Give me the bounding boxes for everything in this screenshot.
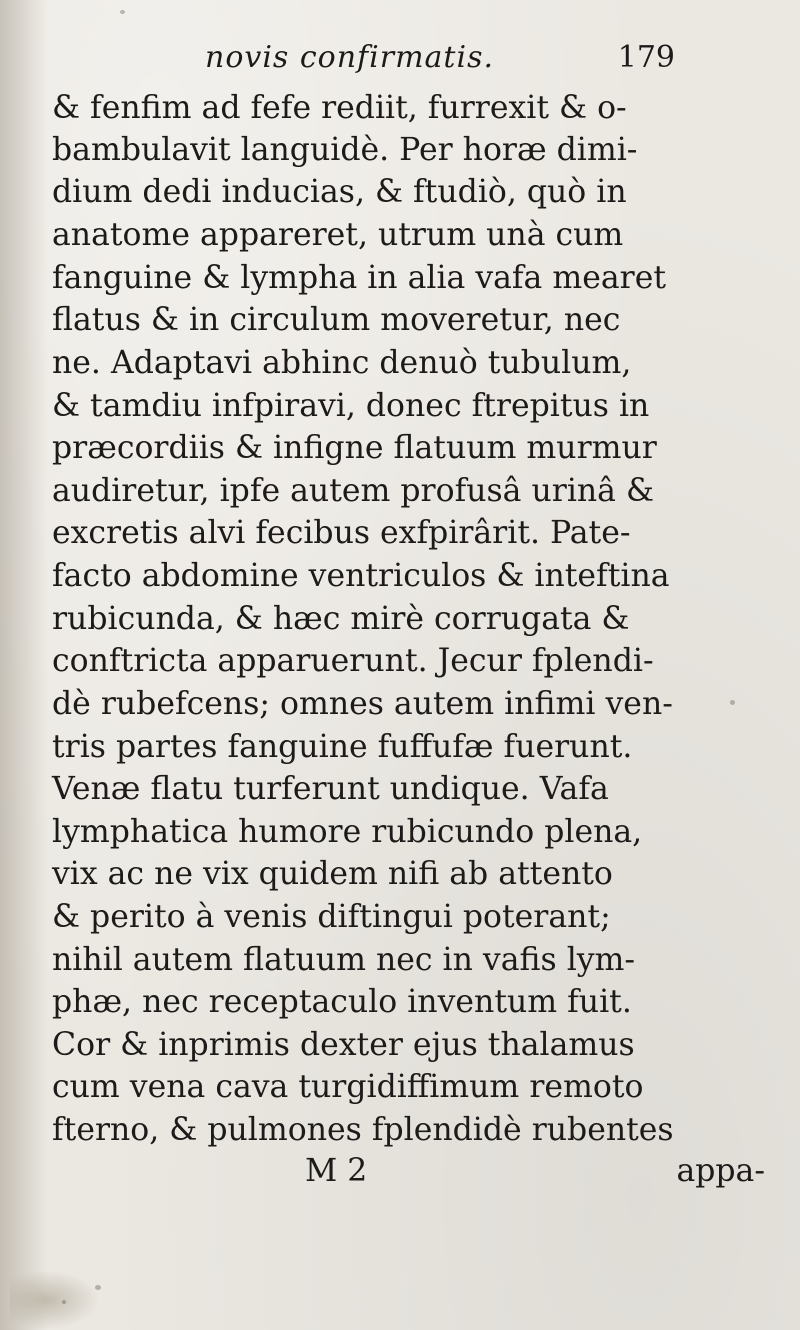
text-line: conftricta apparuerunt. Jecur fplendi-	[52, 643, 654, 679]
ink-speck	[120, 10, 125, 14]
signature-line	[305, 1153, 765, 1193]
text-line: rubicunda, & hæc mirè corrugata &	[52, 601, 630, 637]
text-line: Venæ flatu turferunt undique. Vafa	[52, 771, 609, 807]
text-line: Cor & inprimis dexter ejus thalamus	[52, 1027, 635, 1063]
catchword: appa-	[676, 1153, 765, 1189]
text-line: flatus & in circulum moveretur, nec	[52, 302, 621, 338]
text-line: præcordiis & infigne flatuum murmur	[52, 430, 657, 466]
text-line: dium dedi inducias, & ftudiò, quò in	[52, 174, 627, 210]
text-line: audiretur, ipfe autem profusâ urinâ &	[52, 473, 655, 509]
text-line: excretis alvi fecibus exfpirârit. Pate-	[52, 515, 631, 551]
text-line: & fenfim ad fefe rediit, furrexit & o-	[52, 90, 627, 126]
text-line: fterno, & pulmones fplendidè rubentes	[52, 1112, 674, 1148]
text-line: anatome appareret, utrum unà cum	[52, 217, 624, 253]
page-number: 179	[617, 40, 675, 75]
text-line: & tamdiu infpiravi, donec ftrepitus in	[52, 388, 650, 424]
ink-speck	[95, 1285, 101, 1290]
text-line: cum vena cava turgidiffimum remoto	[52, 1069, 644, 1105]
text-line: vix ac ne vix quidem nifi ab attento	[52, 856, 613, 892]
text-line: tris partes fanguine fuffufæ fuerunt.	[52, 729, 633, 765]
text-line: dè rubefcens; omnes autem infimi ven-	[52, 686, 673, 722]
text-line: fanguine & lympha in alia vafa mearet	[52, 260, 667, 296]
text-line: facto abdomine ventriculos & inteftina	[52, 558, 670, 594]
ink-speck	[62, 1300, 66, 1304]
text-line: & perito à venis diftingui poterant;	[52, 899, 611, 935]
running-title: novis confirmatis.	[205, 40, 494, 75]
text-line: phæ, nec receptaculo inventum fuit.	[52, 984, 632, 1020]
text-line: nihil autem flatuum nec in vafis lym-	[52, 942, 636, 978]
text-line: bambulavit languidè. Per horæ dimi-	[52, 132, 638, 168]
text-line: lymphatica humore rubicundo plena,	[52, 814, 643, 850]
text-line: ne. Adaptavi abhinc denuò tubulum,	[52, 345, 632, 381]
ink-speck	[730, 700, 735, 705]
signature-mark: M 2	[305, 1153, 368, 1189]
